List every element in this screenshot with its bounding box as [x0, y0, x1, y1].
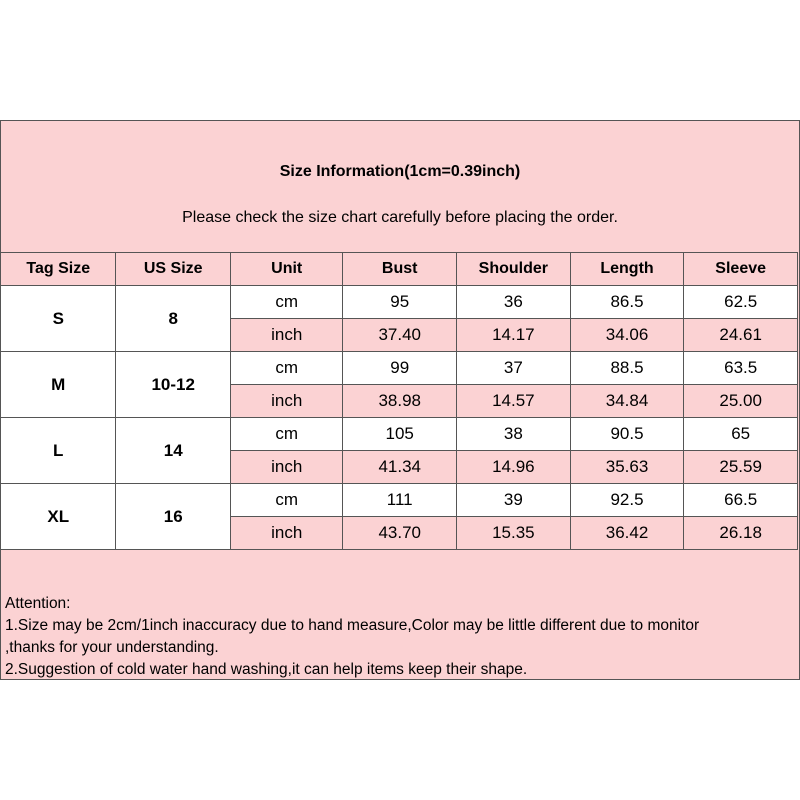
- unit-cell: cm: [230, 418, 342, 451]
- bust-cell: 38.98: [343, 385, 457, 418]
- bust-cell: 37.40: [343, 319, 457, 352]
- header-length: Length: [570, 253, 684, 286]
- length-cell: 36.42: [570, 517, 684, 550]
- header-unit: Unit: [230, 253, 342, 286]
- table-row: [1, 484, 798, 517]
- unit-cell: cm: [230, 484, 342, 517]
- length-cell: 35.63: [570, 451, 684, 484]
- sleeve-cell: 65: [684, 418, 798, 451]
- header-us-size: US Size: [116, 253, 230, 286]
- sleeve-cell: 24.61: [684, 319, 798, 352]
- length-cell: 88.5: [570, 352, 684, 385]
- table-header-row: [1, 253, 798, 286]
- shoulder-cell: 39: [456, 484, 570, 517]
- header-bust: Bust: [343, 253, 457, 286]
- shoulder-cell: 15.35: [456, 517, 570, 550]
- shoulder-cell: 14.17: [456, 319, 570, 352]
- sleeve-cell: 25.59: [684, 451, 798, 484]
- header-shoulder: Shoulder: [456, 253, 570, 286]
- sleeve-cell: 62.5: [684, 286, 798, 319]
- shoulder-cell: 14.57: [456, 385, 570, 418]
- length-cell: 34.06: [570, 319, 684, 352]
- header-tag-size: Tag Size: [1, 253, 116, 286]
- unit-cell: inch: [230, 319, 342, 352]
- bust-cell: 111: [343, 484, 457, 517]
- size-chart-sheet: [0, 120, 800, 680]
- us-size-cell: 8: [116, 286, 230, 352]
- unit-cell: cm: [230, 286, 342, 319]
- table-row: [1, 352, 798, 385]
- table-row: [1, 418, 798, 451]
- shoulder-cell: 37: [456, 352, 570, 385]
- shoulder-cell: 38: [456, 418, 570, 451]
- us-size-cell: 10-12: [116, 352, 230, 418]
- length-cell: 92.5: [570, 484, 684, 517]
- sleeve-cell: 25.00: [684, 385, 798, 418]
- unit-cell: cm: [230, 352, 342, 385]
- shoulder-cell: 14.96: [456, 451, 570, 484]
- sleeve-cell: 63.5: [684, 352, 798, 385]
- sleeve-cell: 66.5: [684, 484, 798, 517]
- us-size-cell: 16: [116, 484, 230, 550]
- unit-cell: inch: [230, 451, 342, 484]
- bust-cell: 43.70: [343, 517, 457, 550]
- bust-cell: 99: [343, 352, 457, 385]
- tag-size-cell: L: [1, 418, 116, 484]
- length-cell: 86.5: [570, 286, 684, 319]
- length-cell: 90.5: [570, 418, 684, 451]
- attention-notes: [5, 593, 795, 681]
- attention-heading: Attention:: [5, 595, 71, 612]
- size-info-title: Size Information(1cm=0.39inch): [279, 163, 521, 180]
- table-row: [1, 286, 798, 319]
- sleeve-cell: 26.18: [684, 517, 798, 550]
- bust-cell: 105: [343, 418, 457, 451]
- shoulder-cell: 36: [456, 286, 570, 319]
- header-sleeve: Sleeve: [684, 253, 798, 286]
- note-line-1: 1.Size may be 2cm/1inch inaccuracy due to hand measure,Color may be little different due to monitor: [5, 617, 700, 634]
- note-line-2: 2.Suggestion of cold water hand washing,it can help items keep their shape.: [5, 661, 528, 678]
- bust-cell: 41.34: [343, 451, 457, 484]
- bust-cell: 95: [343, 286, 457, 319]
- length-cell: 34.84: [570, 385, 684, 418]
- unit-cell: inch: [230, 385, 342, 418]
- tag-size-cell: XL: [1, 484, 116, 550]
- tag-size-cell: M: [1, 352, 116, 418]
- note-line-1-continued: ,thanks for your understanding.: [5, 639, 219, 656]
- tag-size-cell: S: [1, 286, 116, 352]
- unit-cell: inch: [230, 517, 342, 550]
- size-chart-instruction: Please check the size chart carefully before placing the order.: [182, 209, 618, 226]
- size-table: [0, 252, 798, 550]
- us-size-cell: 14: [116, 418, 230, 484]
